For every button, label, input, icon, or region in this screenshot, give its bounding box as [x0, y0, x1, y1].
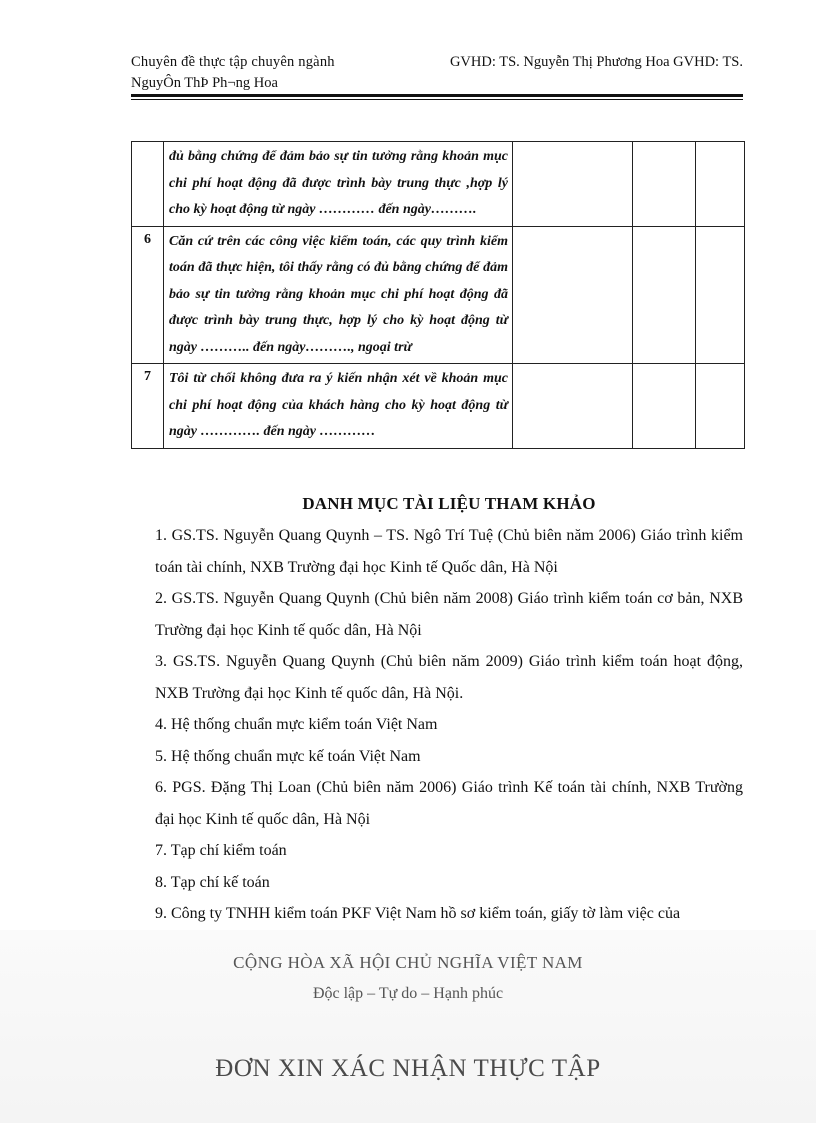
empty-cell [513, 226, 633, 364]
header-topic: Chuyên đề thực tập chuyên ngành [131, 54, 335, 70]
table-row [132, 364, 745, 449]
reference-item: 4. Hệ thống chuẩn mực kiểm toán Việt Nam [155, 716, 438, 733]
national-motto: Độc lập – Tự do – Hạnh phúc [312, 985, 504, 1002]
row-number: 6 [132, 226, 164, 364]
empty-cell [633, 364, 696, 449]
row-text: đủ bằng chứng để đảm bảo sự tin tưởng rằng khoản mục chi phí hoạt động đã được trình bày trung thực ,hợp lý cho kỳ hoạt động từ ngày ………… đến ngày………. [164, 142, 513, 227]
row-text: Tôi từ chối không đưa ra ý kiến nhận xét về khoản mục chi phí hoạt động của khách hàng cho kỳ hoạt động từ ngày …………. đến ngày ………… [164, 364, 513, 449]
empty-cell [696, 226, 745, 364]
header-author: NguyÔn ThÞ Ph¬ng Hoa [131, 75, 278, 91]
empty-cell [513, 364, 633, 449]
table-row [132, 142, 745, 227]
row-text: Căn cứ trên các công việc kiểm toán, các quy trình kiểm toán đã thực hiện, tôi thấy rằng có đủ bằng chứng để đảm bảo sự tin tưởng rằng khoản mục chi phí hoạt động đã được trình bày trung thực, hợp lý cho kỳ hoạt động từ ngày ……….. đến ngày………., ngoại trừ [164, 226, 513, 364]
reference-item: 9. Công ty TNHH kiểm toán PKF Việt Nam hồ sơ kiểm toán, giấy tờ làm việc của [155, 905, 681, 922]
header-supervisor: GVHD: TS. Nguyễn Thị Phương Hoa GVHD: TS. [449, 54, 743, 70]
page-header [131, 52, 743, 94]
table-row [132, 226, 745, 364]
header-rule-thick [131, 94, 743, 97]
empty-cell [696, 142, 745, 227]
empty-cell [696, 364, 745, 449]
references-section [155, 494, 743, 922]
reference-item: 2. GS.TS. Nguyễn Quang Quynh (Chủ biên năm 2008) Giáo trình kiểm toán cơ bản, NXB Trường đại học Kinh tế quốc dân, Hà Nội [155, 590, 743, 639]
reference-item: 3. GS.TS. Nguyễn Quang Quynh (Chủ biên năm 2009) Giáo trình kiểm toán hoạt động, NXB Trường đại học Kinh tế quốc dân, Hà Nội. [155, 653, 743, 702]
header-rule-thin [131, 99, 743, 100]
empty-cell [633, 226, 696, 364]
reference-item: 7. Tạp chí kiểm toán [155, 842, 287, 859]
row-number: 7 [132, 364, 164, 449]
form-title: ĐƠN XIN XÁC NHẬN THỰC TẬP [215, 1055, 601, 1082]
header-row-1 [131, 52, 743, 73]
row-number [132, 142, 164, 227]
empty-cell [513, 142, 633, 227]
references-title: DANH MỤC TÀI LIỆU THAM KHẢO [302, 494, 596, 513]
audit-procedure-table [131, 141, 745, 449]
reference-item: 1. GS.TS. Nguyễn Quang Quynh – TS. Ngô Trí Tuệ (Chủ biên năm 2006) Giáo trình kiểm toán tài chính, NXB Trường đại học Kinh tế Quốc dân, Hà Nội [155, 527, 743, 576]
reference-item: 6. PGS. Đặng Thị Loan (Chủ biên năm 2006) Giáo trình Kế toán tài chính, NXB Trường đại học Kinh tế quốc dân, Hà Nội [155, 779, 743, 828]
empty-cell [633, 142, 696, 227]
reference-item: 5. Hệ thống chuẩn mực kế toán Việt Nam [155, 747, 421, 765]
national-title: CỘNG HÒA XÃ HỘI CHỦ NGHĨA VIỆT NAM [233, 953, 583, 972]
reference-item: 8. Tạp chí kế toán [155, 873, 270, 891]
